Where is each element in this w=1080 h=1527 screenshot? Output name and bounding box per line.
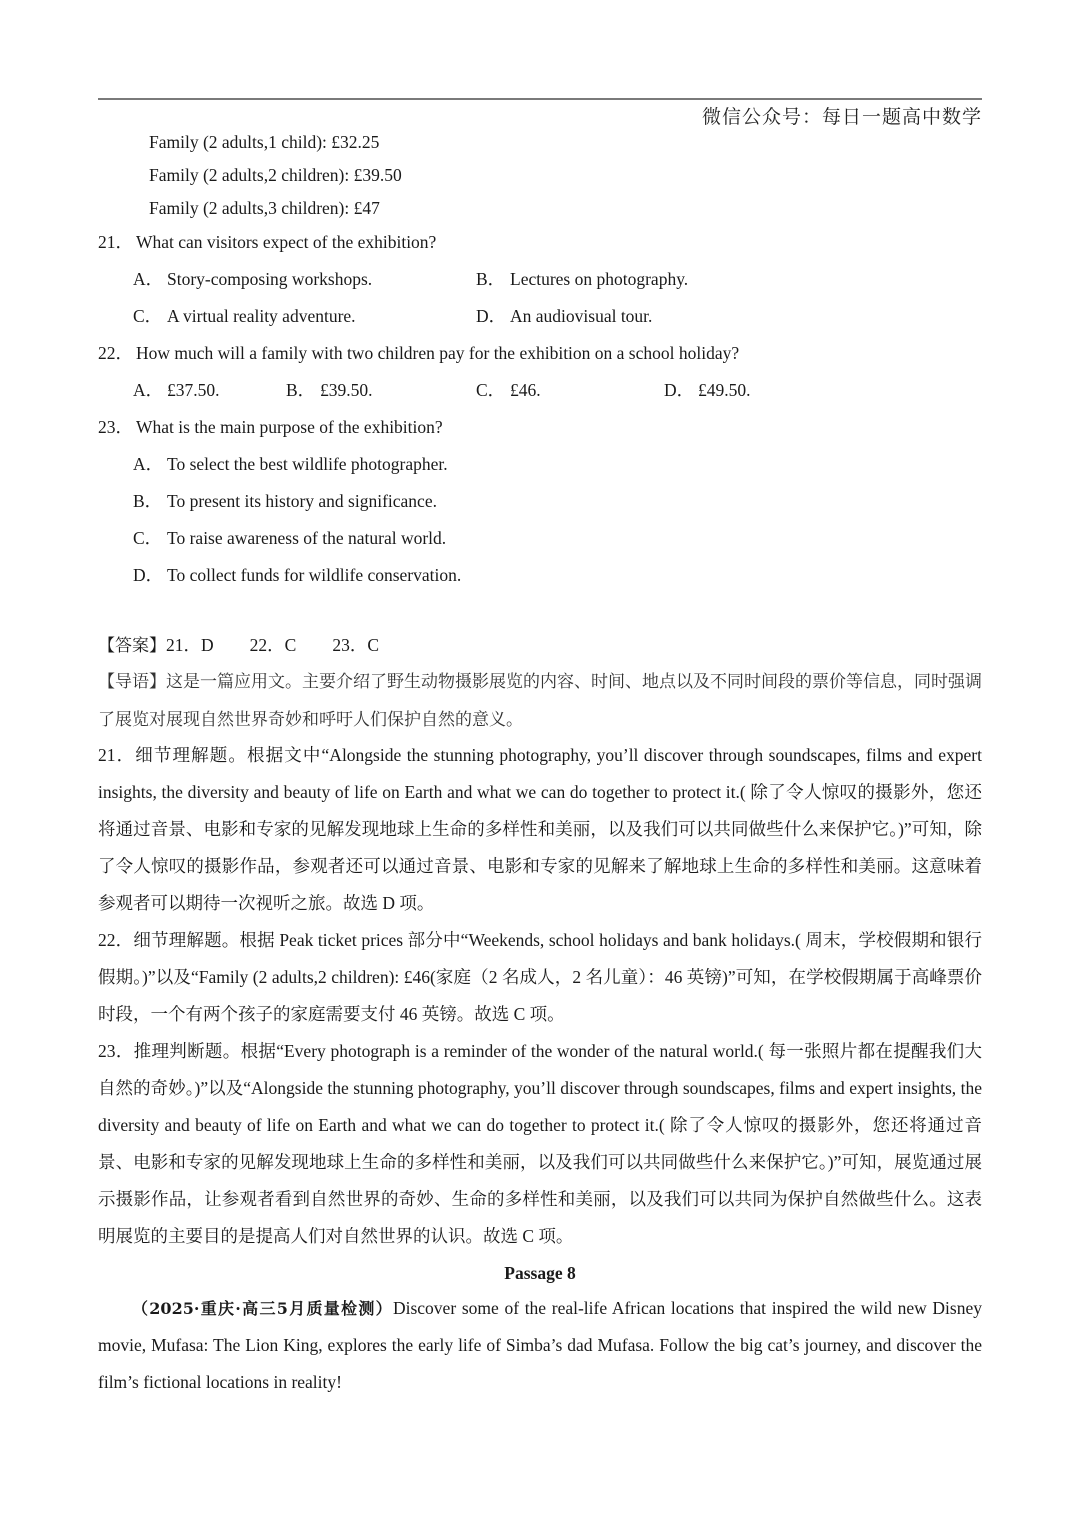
option-d[interactable]: [133, 563, 461, 587]
price-line: Family (2 adults,2 children): £39.50: [149, 165, 402, 185]
passage-text: Discover some of the real-life African locations that inspired the wild new Disney movie, Mufasa: The Lion King, explores the early life of Simba’s dad Mufasa. Follow the big cat’s journey, and discover the film’s fictional locations in reality!: [98, 1298, 982, 1392]
option-letter: C．: [133, 528, 163, 548]
question-text: How much will a family with two children pay for the exhibition on a school holiday?: [136, 343, 740, 363]
option-c[interactable]: [476, 378, 541, 402]
answer-item: 23．C: [332, 635, 380, 655]
option-d[interactable]: [664, 378, 751, 402]
option-text: Lectures on photography.: [510, 269, 689, 289]
option-text: £46.: [510, 380, 541, 400]
option-a[interactable]: [133, 452, 448, 476]
option-text: To raise awareness of the natural world.: [167, 528, 447, 548]
option-text: A virtual reality adventure.: [167, 306, 356, 326]
option-letter: D．: [476, 306, 507, 326]
header-watermark: 微信公众号：每日一题高中数学: [701, 106, 982, 128]
option-letter: D．: [133, 565, 164, 585]
question-number: 21．: [98, 232, 133, 252]
option-text: £39.50.: [320, 380, 373, 400]
option-c[interactable]: [133, 304, 356, 328]
option-letter: A．: [133, 269, 164, 289]
answer-line: [98, 633, 379, 658]
option-letter: B．: [476, 269, 506, 289]
option-letter: A．: [133, 454, 164, 474]
option-text: £49.50.: [698, 380, 751, 400]
header-rule: [98, 98, 982, 100]
option-a[interactable]: [133, 378, 220, 402]
intro-text: 这是一篇应用文。主要介绍了野生动物摄影展览的内容、时间、地点以及不同时间段的票价等信息，同时强调了展览对展现自然世界奇妙和呼吁人们保护自然的意义。: [98, 672, 982, 730]
option-letter: C．: [476, 380, 506, 400]
option-letter: A．: [133, 380, 164, 400]
option-text: An audiovisual tour.: [510, 306, 653, 326]
answer-item: 22．C: [249, 635, 297, 655]
option-letter: B．: [286, 380, 316, 400]
question-22: [98, 341, 739, 365]
passage-source: （2025·重庆·高三5月质量检测）: [132, 1299, 393, 1318]
option-text: To collect funds for wildlife conservation.: [167, 565, 462, 585]
answer-label: 【答案】: [98, 636, 166, 656]
explanation-22: 22．细节理解题。根据 Peak ticket prices 部分中“Weekends, school holidays and bank holidays.( 周末，学校假期和银行假期。)”以及“Family (2 adults,2 children): £46(家庭（2 名成人，2 名儿童）：46 英镑)”可知，在学校假期属于高峰票价时段，一个有两个孩子的家庭需要支付 46 英镑。故选 C 项。: [98, 930, 982, 1024]
question-text: What is the main purpose of the exhibition?: [136, 417, 443, 437]
question-number: 23．: [98, 417, 133, 437]
option-letter: D．: [664, 380, 695, 400]
option-c[interactable]: [133, 526, 446, 550]
answer-item: 21．D: [166, 635, 214, 655]
option-letter: B．: [133, 491, 163, 511]
option-text: To select the best wildlife photographer.: [167, 454, 448, 474]
price-line: Family (2 adults,1 child): £32.25: [149, 132, 380, 152]
intro-label: 【导语】: [98, 672, 166, 692]
option-letter: C．: [133, 306, 163, 326]
option-text: £37.50.: [167, 380, 220, 400]
question-number: 22．: [98, 343, 133, 363]
passage-title: Passage 8: [504, 1263, 576, 1283]
question-21: [98, 230, 436, 254]
question-23: [98, 415, 443, 439]
option-b[interactable]: [133, 489, 437, 513]
intro-paragraph: [98, 663, 982, 739]
price-line: Family (2 adults,3 children): £47: [149, 198, 380, 218]
option-a[interactable]: [133, 267, 372, 291]
option-b[interactable]: [286, 378, 373, 402]
option-b[interactable]: [476, 267, 688, 291]
question-text: What can visitors expect of the exhibition?: [136, 232, 437, 252]
option-text: To present its history and significance.: [167, 491, 437, 511]
option-d[interactable]: [476, 304, 652, 328]
passage-paragraph: [98, 1290, 982, 1401]
option-text: Story-composing workshops.: [167, 269, 373, 289]
explanation-21: 21．细节理解题。根据文中“Alongside the stunning photography, you’ll discover through soundscapes, films and expert insights, the diversity and beauty of life on Earth and what we can do together to protect it.( 除了令人惊叹的摄影外，您还将通过音景、电影和专家的见解发现地球上生命的多样性和美丽，以及我们可以共同做些什么来保护它。)”可知，除了令人惊叹的摄影作品，参观者还可以通过音景、电影和专家的见解来了解地球上生命的多样性和美丽。这意味着参观者可以期待一次视听之旅。故选 D 项。: [98, 745, 982, 913]
explanation-23: 23．推理判断题。根据“Every photograph is a reminder of the wonder of the natural world.( 每一张照片都在提醒我们大自然的奇妙。)”以及“Alongside the stunning photography, you’ll discover through soundscapes, films and expert insights, the diversity and beauty of life on Earth and what we can do together to protect it.( 除了令人惊叹的摄影外，您还将通过音景、电影和专家的见解发现地球上生命的多样性和美丽，以及我们可以共同做些什么来保护它。)”可知，展览通过展示摄影作品，让参观者看到自然世界的奇妙、生命的多样性和美丽，以及我们可以共同为保护自然做些什么。这表明展览的主要目的是提高人们对自然世界的认识。故选 C 项。: [98, 1041, 982, 1246]
